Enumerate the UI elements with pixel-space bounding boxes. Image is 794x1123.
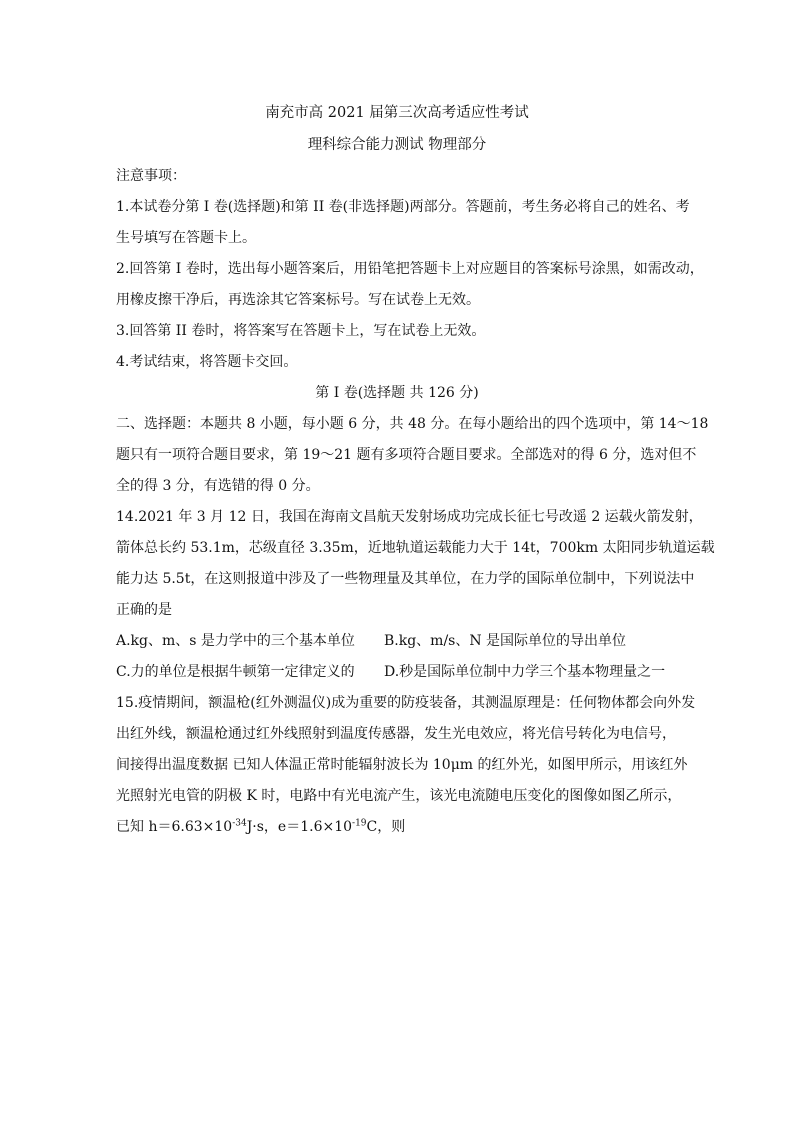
- charge-exponent: -19: [352, 818, 367, 829]
- notice-item-1: 1.本试卷分第 I 卷(选择题)和第 II 卷(非选择题)两部分。答题前，考生务必将自己的姓名、考: [116, 199, 690, 215]
- notice-item-2-cont: 用橡皮擦干净后，再选涂其它答案标号。写在试卷上无效。: [116, 292, 480, 308]
- question-15-stem: 15.疫情期间，额温枪(红外测温仪)成为重要的防疫装备，其测温原理是：任何物体都会向外发: [116, 695, 696, 711]
- constants-suffix: C，则: [366, 819, 406, 835]
- notice-item-3: 3.回答第 II 卷时，将答案写在答题卡上，写在试卷上无效。: [116, 323, 486, 339]
- notice-item-1-cont: 生号填写在答题卡上。: [116, 230, 256, 246]
- question-15-constants: [116, 817, 405, 837]
- question-14-stem: 14.2021 年 3 月 12 日，我国在海南文昌航天发射场成功完成长征七号改遥 2 运载火箭发射，: [116, 509, 703, 525]
- question-14-stem-cont-3: 正确的是: [116, 602, 172, 618]
- exam-title: 南充市高 2021 届第三次高考适应性考试: [265, 105, 529, 121]
- section-intro-cont-2: 全的得 3 分，有选错的得 0 分。: [116, 478, 320, 494]
- section-heading: 第 I 卷(选择题 共 126 分): [315, 385, 479, 401]
- section-intro-cont: 题只有一项符合题目要求，第 19～21 题有多项符合题目要求。全部选对的得 6 分，选对但不: [116, 447, 697, 463]
- exam-subtitle: 理科综合能力测试 物理部分: [307, 137, 487, 153]
- question-14-option-d: D.秒是国际单位制中力学三个基本物理量之一: [384, 664, 666, 680]
- notice-heading: 注意事项：: [116, 168, 186, 184]
- question-14-stem-cont: 箭体总长约 53.1m，芯级直径 3.35m，近地轨道运载能力大于 14t，700km 太阳同步轨道运载: [116, 540, 715, 556]
- question-15-stem-cont-3: 光照射光电管的阴极 K 时，电路中有光电流产生，该光电流随电压变化的图像如图乙所示，: [116, 788, 682, 804]
- notice-item-2: 2.回答第 I 卷时，选出每小题答案后，用铅笔把答题卡上对应题目的答案标号涂黑，如需改动，: [116, 261, 704, 277]
- constants-charge-prefix: J·s，e＝1.6×10: [246, 819, 353, 835]
- question-14-option-b: B.kg、m/s、N 是国际单位的导出单位: [384, 633, 627, 649]
- question-15-stem-cont: 出红外线，额温枪通过红外线照射到温度传感器，发生光电效应，将光信号转化为电信号，: [116, 726, 676, 742]
- question-14-stem-cont-2: 能力达 5.5t，在这则报道中涉及了一些物理量及其单位，在力学的国际单位制中，下列说法中: [116, 571, 695, 587]
- question-14-option-a: A.kg、m、s 是力学中的三个基本单位: [116, 633, 355, 649]
- question-15-stem-cont-2: 间接得出温度数据 已知人体温正常时能辐射波长为 10μm 的红外光，如图甲所示，用该红外: [116, 757, 688, 773]
- section-intro: 二、选择题：本题共 8 小题，每小题 6 分，共 48 分。在每小题给出的四个选项中，第 14～18: [116, 416, 709, 432]
- planck-exponent: -34: [232, 818, 247, 829]
- question-14-option-c: C.力的单位是根据牛顿第一定律定义的: [116, 664, 355, 680]
- notice-item-4: 4.考试结束，将答题卡交回。: [116, 354, 298, 370]
- constants-planck-prefix: 已知 h＝6.63×10: [116, 819, 233, 835]
